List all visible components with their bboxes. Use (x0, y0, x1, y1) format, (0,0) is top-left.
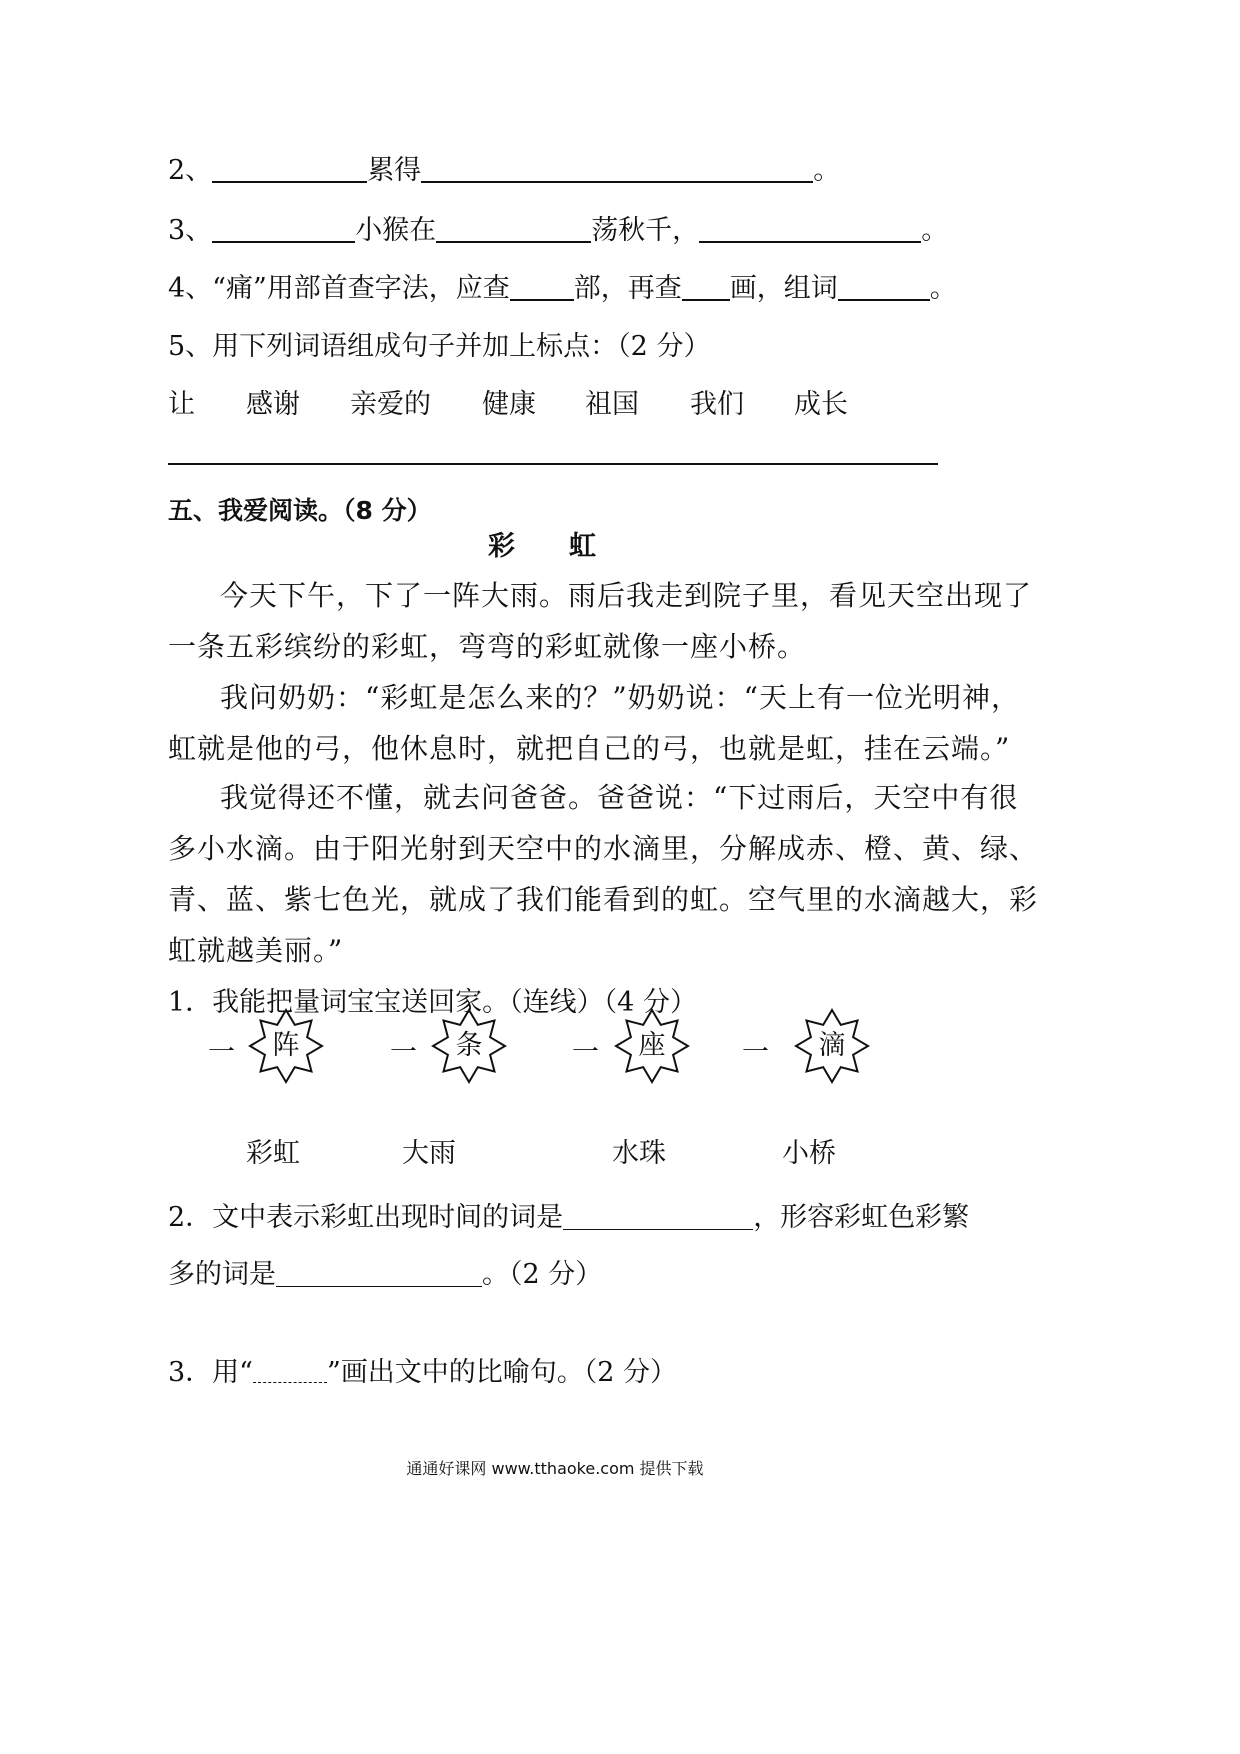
footer-credit: 通通好课网 www.tthaoke.com 提供下载 (406, 1459, 704, 1478)
question-text: 。 (921, 215, 949, 246)
noun-word[interactable]: 大雨 (402, 1138, 456, 1169)
measure-word: 阵 (272, 1030, 300, 1061)
blank[interactable] (276, 1256, 482, 1287)
word-chengzhang: 成长 (794, 389, 848, 420)
question-text: 累得 (367, 155, 422, 186)
blank[interactable] (563, 1199, 753, 1230)
prefix-yi: 一 (390, 1037, 417, 1068)
question-text: 画，组词 (729, 273, 838, 304)
prefix-yi: 一 (208, 1037, 235, 1068)
blank[interactable] (212, 211, 355, 243)
question-number: 3、 (168, 215, 213, 246)
prefix-yi: 一 (742, 1037, 769, 1068)
question-text: ，形容彩虹色彩繁 (753, 1202, 970, 1233)
wavy-underline-sample (253, 1360, 327, 1383)
story-title: 彩 虹 (488, 531, 596, 562)
blank[interactable] (421, 151, 813, 183)
question-text: 多的词是 (168, 1259, 276, 1290)
subquestion-1-title: 1．我能把量词宝宝送回家。（连线）（4 分） (168, 987, 697, 1018)
measure-word-star[interactable] (248, 1008, 324, 1084)
word-women: 我们 (690, 389, 744, 420)
question-text: 。（2 分） (482, 1259, 603, 1290)
blank[interactable] (699, 211, 921, 243)
measure-word-star[interactable] (614, 1008, 690, 1084)
passage-line: 我觉得还不懂，就去问爸爸。爸爸说：“下过雨后，天空中有很 (220, 781, 1019, 814)
word-qinaide: 亲爱的 (350, 389, 431, 420)
section-title: 五、我爱阅读。（8 分） (168, 496, 432, 525)
prefix-yi: 一 (572, 1037, 599, 1068)
question-text: ”画出文中的比喻句。（2 分） (326, 1357, 678, 1388)
subquestion-2 (168, 1195, 969, 1234)
noun-word[interactable]: 水珠 (612, 1138, 666, 1169)
answer-line[interactable] (168, 463, 938, 465)
measure-word: 条 (455, 1030, 483, 1061)
question-4 (168, 266, 957, 305)
word-zuguo: 祖国 (585, 389, 639, 420)
question-3 (168, 208, 948, 247)
passage-line: 虹就是他的弓，他休息时，就把自己的弓，也就是虹，挂在云端。” (168, 732, 1011, 765)
question-text: 2．文中表示彩虹出现时间的词是 (168, 1202, 564, 1233)
blank[interactable] (682, 269, 730, 301)
question-5-title: 5、用下列词语组成句子并加上标点：（2 分） (168, 331, 711, 362)
measure-word: 座 (638, 1030, 666, 1061)
question-text: 小猴在 (355, 215, 437, 246)
blank[interactable] (212, 151, 367, 183)
passage-line: 今天下午，下了一阵大雨。雨后我走到院子里，看见天空出现了 (220, 579, 1033, 612)
passage-line: 我问奶奶：“彩虹是怎么来的？”奶奶说：“天上有一位光明神， (220, 681, 1020, 714)
noun-word[interactable]: 小桥 (782, 1138, 836, 1169)
passage-line: 虹就越美丽。” (168, 934, 344, 967)
word-ganxie: 感谢 (246, 389, 300, 420)
passage-line: 多小水滴。由于阳光射到天空中的水滴里，分解成赤、橙、黄、绿、 (168, 832, 1039, 865)
question-text: 。 (813, 155, 841, 186)
subquestion-3 (168, 1350, 677, 1389)
question-text: 4、“痛”用部首查字法，应查 (168, 273, 510, 304)
word-rang: 让 (168, 389, 195, 420)
blank[interactable] (838, 269, 930, 301)
question-2 (168, 148, 840, 187)
question-text: 3．用“ (168, 1357, 253, 1388)
question-number: 2、 (168, 155, 213, 186)
measure-word-star[interactable] (794, 1008, 870, 1084)
word-jiankang: 健康 (482, 389, 536, 420)
noun-word[interactable]: 彩虹 (246, 1138, 300, 1169)
question-text: 部，再查 (573, 273, 682, 304)
question-text: 荡秋千， (591, 215, 700, 246)
passage-line: 青、蓝、紫七色光，就成了我们能看到的虹。空气里的水滴越大，彩 (168, 883, 1039, 916)
blank[interactable] (510, 269, 574, 301)
subquestion-2-cont (168, 1252, 602, 1291)
passage-line: 一条五彩缤纷的彩虹，弯弯的彩虹就像一座小桥。 (168, 630, 807, 663)
blank[interactable] (436, 211, 591, 243)
measure-word: 滴 (818, 1030, 846, 1061)
question-text: 。 (929, 273, 957, 304)
measure-word-star[interactable] (431, 1008, 507, 1084)
